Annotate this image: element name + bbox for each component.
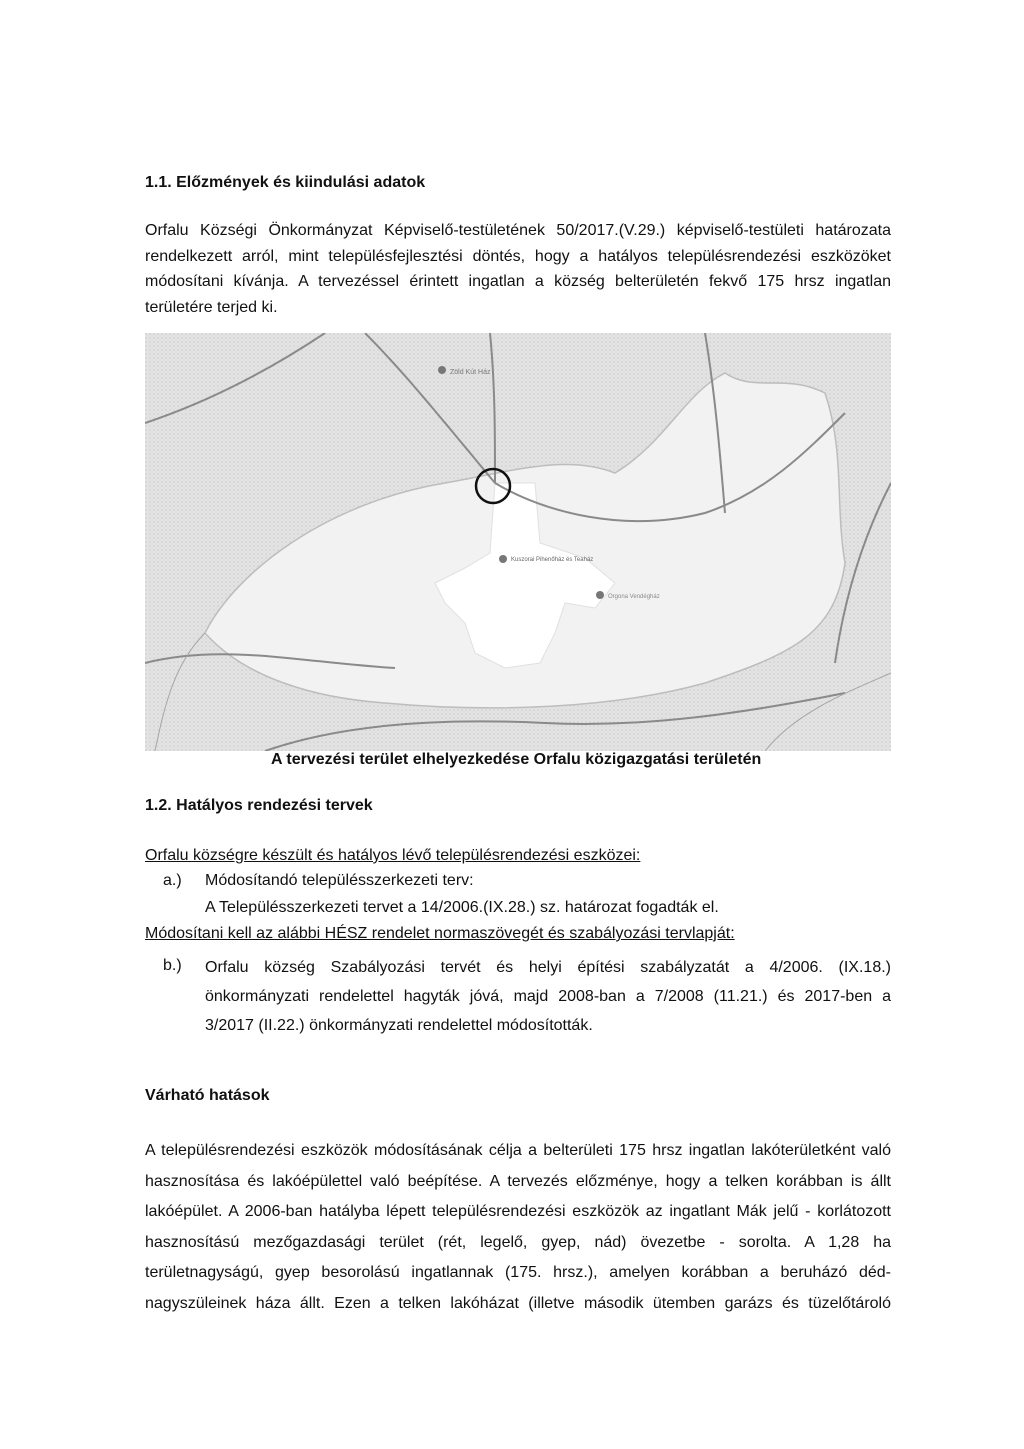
map-label-right: Orgona Vendégház bbox=[608, 594, 660, 600]
item-b-text bbox=[205, 953, 891, 1040]
map-label-center: Kuszorai Pihenőház és Teaház bbox=[511, 557, 594, 563]
item-b-line-1: Orfalu község Szabályozási tervét és helyi építési szabályzatát a 4/2006. (IX.18.) bbox=[205, 959, 891, 976]
item-a-title: Módosítandó településszerkezeti terv: bbox=[205, 872, 474, 889]
intro-paragraph bbox=[145, 218, 891, 320]
impacts-line-4: hasznosítású mezőgazdasági terület (rét, legelő, gyep, nád) övezetbe - sorolta. A 1,28 ha bbox=[145, 1233, 891, 1251]
section-heading-1-1: 1.1. Előzmények és kiindulási adatok bbox=[145, 174, 426, 191]
item-b-line-3: 3/2017 (II.22.) önkormányzati rendelettel módosították. bbox=[205, 1017, 593, 1034]
map-label-top: Zöld Kút Ház bbox=[450, 369, 491, 376]
intro-line-4: területére terjed ki. bbox=[145, 298, 278, 316]
impacts-line-2: hasznosítása és lakóépülettel való beépítése. A tervezés előzménye, hogy a telken korábban is állt bbox=[145, 1172, 891, 1190]
impacts-paragraph bbox=[145, 1136, 891, 1320]
impacts-line-3: lakóépület. A 2006-ban hatályba lépett településrendezési eszközök az ingatlant Mák jelű - korlátozott bbox=[145, 1203, 891, 1221]
item-a-label: a.) bbox=[163, 872, 182, 889]
poi-pin-icon bbox=[499, 555, 507, 563]
item-a-detail: A Településszerkezeti tervet a 14/2006.(IX.28.) sz. határozat fogadták el. bbox=[205, 899, 719, 916]
modify-title: Módosítani kell az alábbi HÉSZ rendelet normaszövegét és szabályozási tervlapját: bbox=[145, 925, 735, 942]
location-map bbox=[145, 333, 891, 751]
intro-line-1: Orfalu Községi Önkormányzat Képviselő-testületének 50/2017.(V.29.) képviselő-testületi határozata bbox=[145, 222, 891, 239]
section-heading-impacts: Várható hatások bbox=[145, 1087, 270, 1104]
item-b-label: b.) bbox=[163, 957, 182, 974]
impacts-line-5: területnagyságú, gyep besorolású ingatlannak (175. hrsz.), amelyen korábban a beruházó déd- bbox=[145, 1264, 891, 1282]
impacts-line-1: A településrendezési eszközök módosításának célja a belterületi 175 hrsz ingatlan lakóterületként való bbox=[145, 1142, 891, 1159]
item-b-line-2: önkormányzati rendelettel hagyták jóvá, majd 2008-ban a 7/2008 (11.21.) és 2017-ben a bbox=[205, 988, 891, 1005]
list-title: Orfalu községre készült és hatályos lévő településrendezési eszközei: bbox=[145, 847, 641, 864]
poi-pin-icon bbox=[596, 591, 604, 599]
poi-pin-icon bbox=[438, 366, 446, 374]
map-caption-text: A tervezési terület elhelyezkedése Orfalu közigazgatási területén bbox=[271, 751, 762, 768]
intro-line-2: rendelkezett arról, mint településfejlesztési döntés, hogy a hatályos településrendezési eszközöket bbox=[145, 247, 891, 265]
intro-line-3: módosítani kívánja. A tervezéssel érintett ingatlan a község belterületén fekvő 175 hrsz ingatlan bbox=[145, 273, 891, 290]
impacts-line-6: nagyszüleinek háza állt. Ezen a telken lakóházat (illetve második ütemben garázs és tüzelőtároló bbox=[145, 1294, 891, 1312]
section-heading-1-2: 1.2. Hatályos rendezési tervek bbox=[145, 797, 373, 814]
